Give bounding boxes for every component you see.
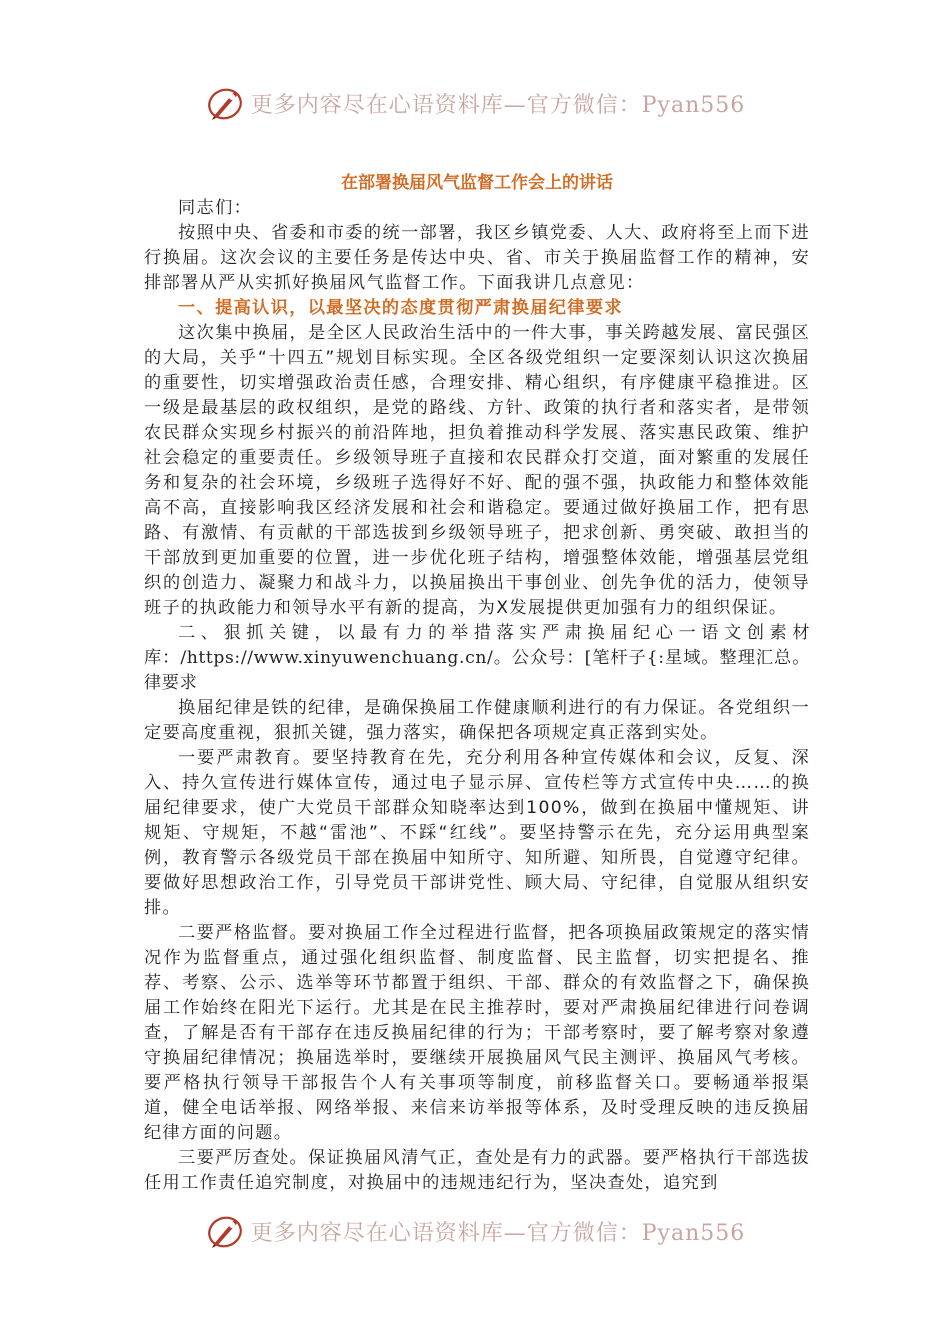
paragraph-education: 一要严肃教育。要坚持教育在先，充分利用各种宣传媒体和会议，反复、深入、持久宣传进行媒体宣传，通过电子显示屏、宣传栏等方式宣传中央……的换届纪律要求，使广大党员干部群众知晓率达到100%，做到在换届中懂规矩、讲规矩、守规矩，不越“雷池”、不踩“红线”。要坚持警示在先，充分运用典型案例，教育警示各级党员干部在换届中知所守、知所避、知所畏，自觉遵守纪律。要做好思想政治工作，引导党员干部讲党性、顾大局、守纪律，自觉服从组织安排。	[144, 748, 810, 918]
paragraph-importance: 这次集中换届，是全区人民政治生活中的一件大事，事关跨越发展、富民强区的大局，关乎“十四五”规划目标实现。全区各级党组织一定要深刻认识这次换届的重要性，切实增强政治责任感，合理安排、精心组织，有序健康平稳推进。区一级是最基层的政权组织，是党的路线、方针、政策的执行者和落实者，是带领农民群众实现乡村振兴的前沿阵地，担负着推动科学发展、落实惠民政策、维护社会稳定的重要责任。乡级领导班子直接和农民群众打交道，面对繁重的发展任务和复杂的社会环境，乡级班子选得好不好、配的强不强，执政能力和整体效能高不高，直接影响我区经济发展和社会和谐稳定。要通过做好换届工作，把有思路、有激情、有贡献的干部选拔到乡级领导班子，把求创新、勇突破、敢担当的干部放到更加重要的位置，进一步优化班子结构，增强整体效能，增强基层党组织的创造力、凝聚力和战斗力，以换届换出干事创业、创先争优的活力，使领导班子的执政能力和领导水平有新的提高，为X发展提供更加强有力的组织保证。	[144, 323, 810, 618]
header-banner	[0, 80, 950, 126]
pen-logo-icon	[205, 83, 245, 123]
pen-logo-icon	[205, 1211, 245, 1251]
paragraph-discipline: 换届纪律是铁的纪律，是确保换届工作健康顺利进行的有力保证。各党组织一定要高度重视，狠抓关键，强力落实，确保把各项规定真正落到实处。	[144, 698, 810, 743]
paragraph-supervision: 二要严格监督。要对换届工作全过程进行监督，把各项换届政策规定的落实情况作为监督重点，通过强化组织监督、制度监督、民主监督，切实把提名、推荐、考察、公示、选举等环节都置于组织、干部、群众的有效监督之下，确保换届工作始终在阳光下运行。尤其是在民主推荐时，要对严肃换届纪律进行问卷调查，了解是否有干部存在违反换届纪律的行为；干部考察时，要了解考察对象遵守换届纪律情况；换届选举时，要继续开展换届风气民主测评、换届风气考核。要严格执行领导干部报告个人有关事项等制度，前移监督关口。要畅通举报渠道，健全电话举报、网络举报、来信来访举报等体系，及时受理反映的违反换届纪律方面的问题。	[144, 923, 810, 1143]
section-heading-1: 一、提高认识，以最坚决的态度贯彻严肃换届纪律要求	[178, 298, 623, 318]
paragraph-intro: 按照中央、省委和市委的统一部署，我区乡镇党委、人大、政府将至上而下进行换届。这次会议的主要任务是传达中央、省、市关于换届监督工作的精神，安排部署从严从实抓好换届风气监督工作。下面我讲几点意见：	[144, 223, 810, 293]
paragraph-investigation: 三要严厉查处。保证换届风清气正，查处是有力的武器。要严格执行干部选拔任用工作责任追究制度，对换届中的违规违纪行为，坚决查处，追究到	[144, 1148, 810, 1193]
section-heading-2: 二、狠抓关键，以最有力的举措落实严肃换届纪心一语文创素材库：/https://www.xinyuwenchuang.cn/。公众号：[笔杆子{:星域。整理汇总。律要求	[144, 623, 810, 693]
banner-text: 更多内容尽在心语资料库—官方微信：Pyan556	[250, 1220, 746, 1246]
document-body	[144, 170, 810, 1196]
salutation: 同志们：	[178, 198, 253, 218]
footer-banner	[0, 1208, 950, 1254]
document-title: 在部署换届风气监督工作会上的讲话	[341, 173, 613, 193]
banner-text: 更多内容尽在心语资料库—官方微信：Pyan556	[250, 92, 746, 118]
